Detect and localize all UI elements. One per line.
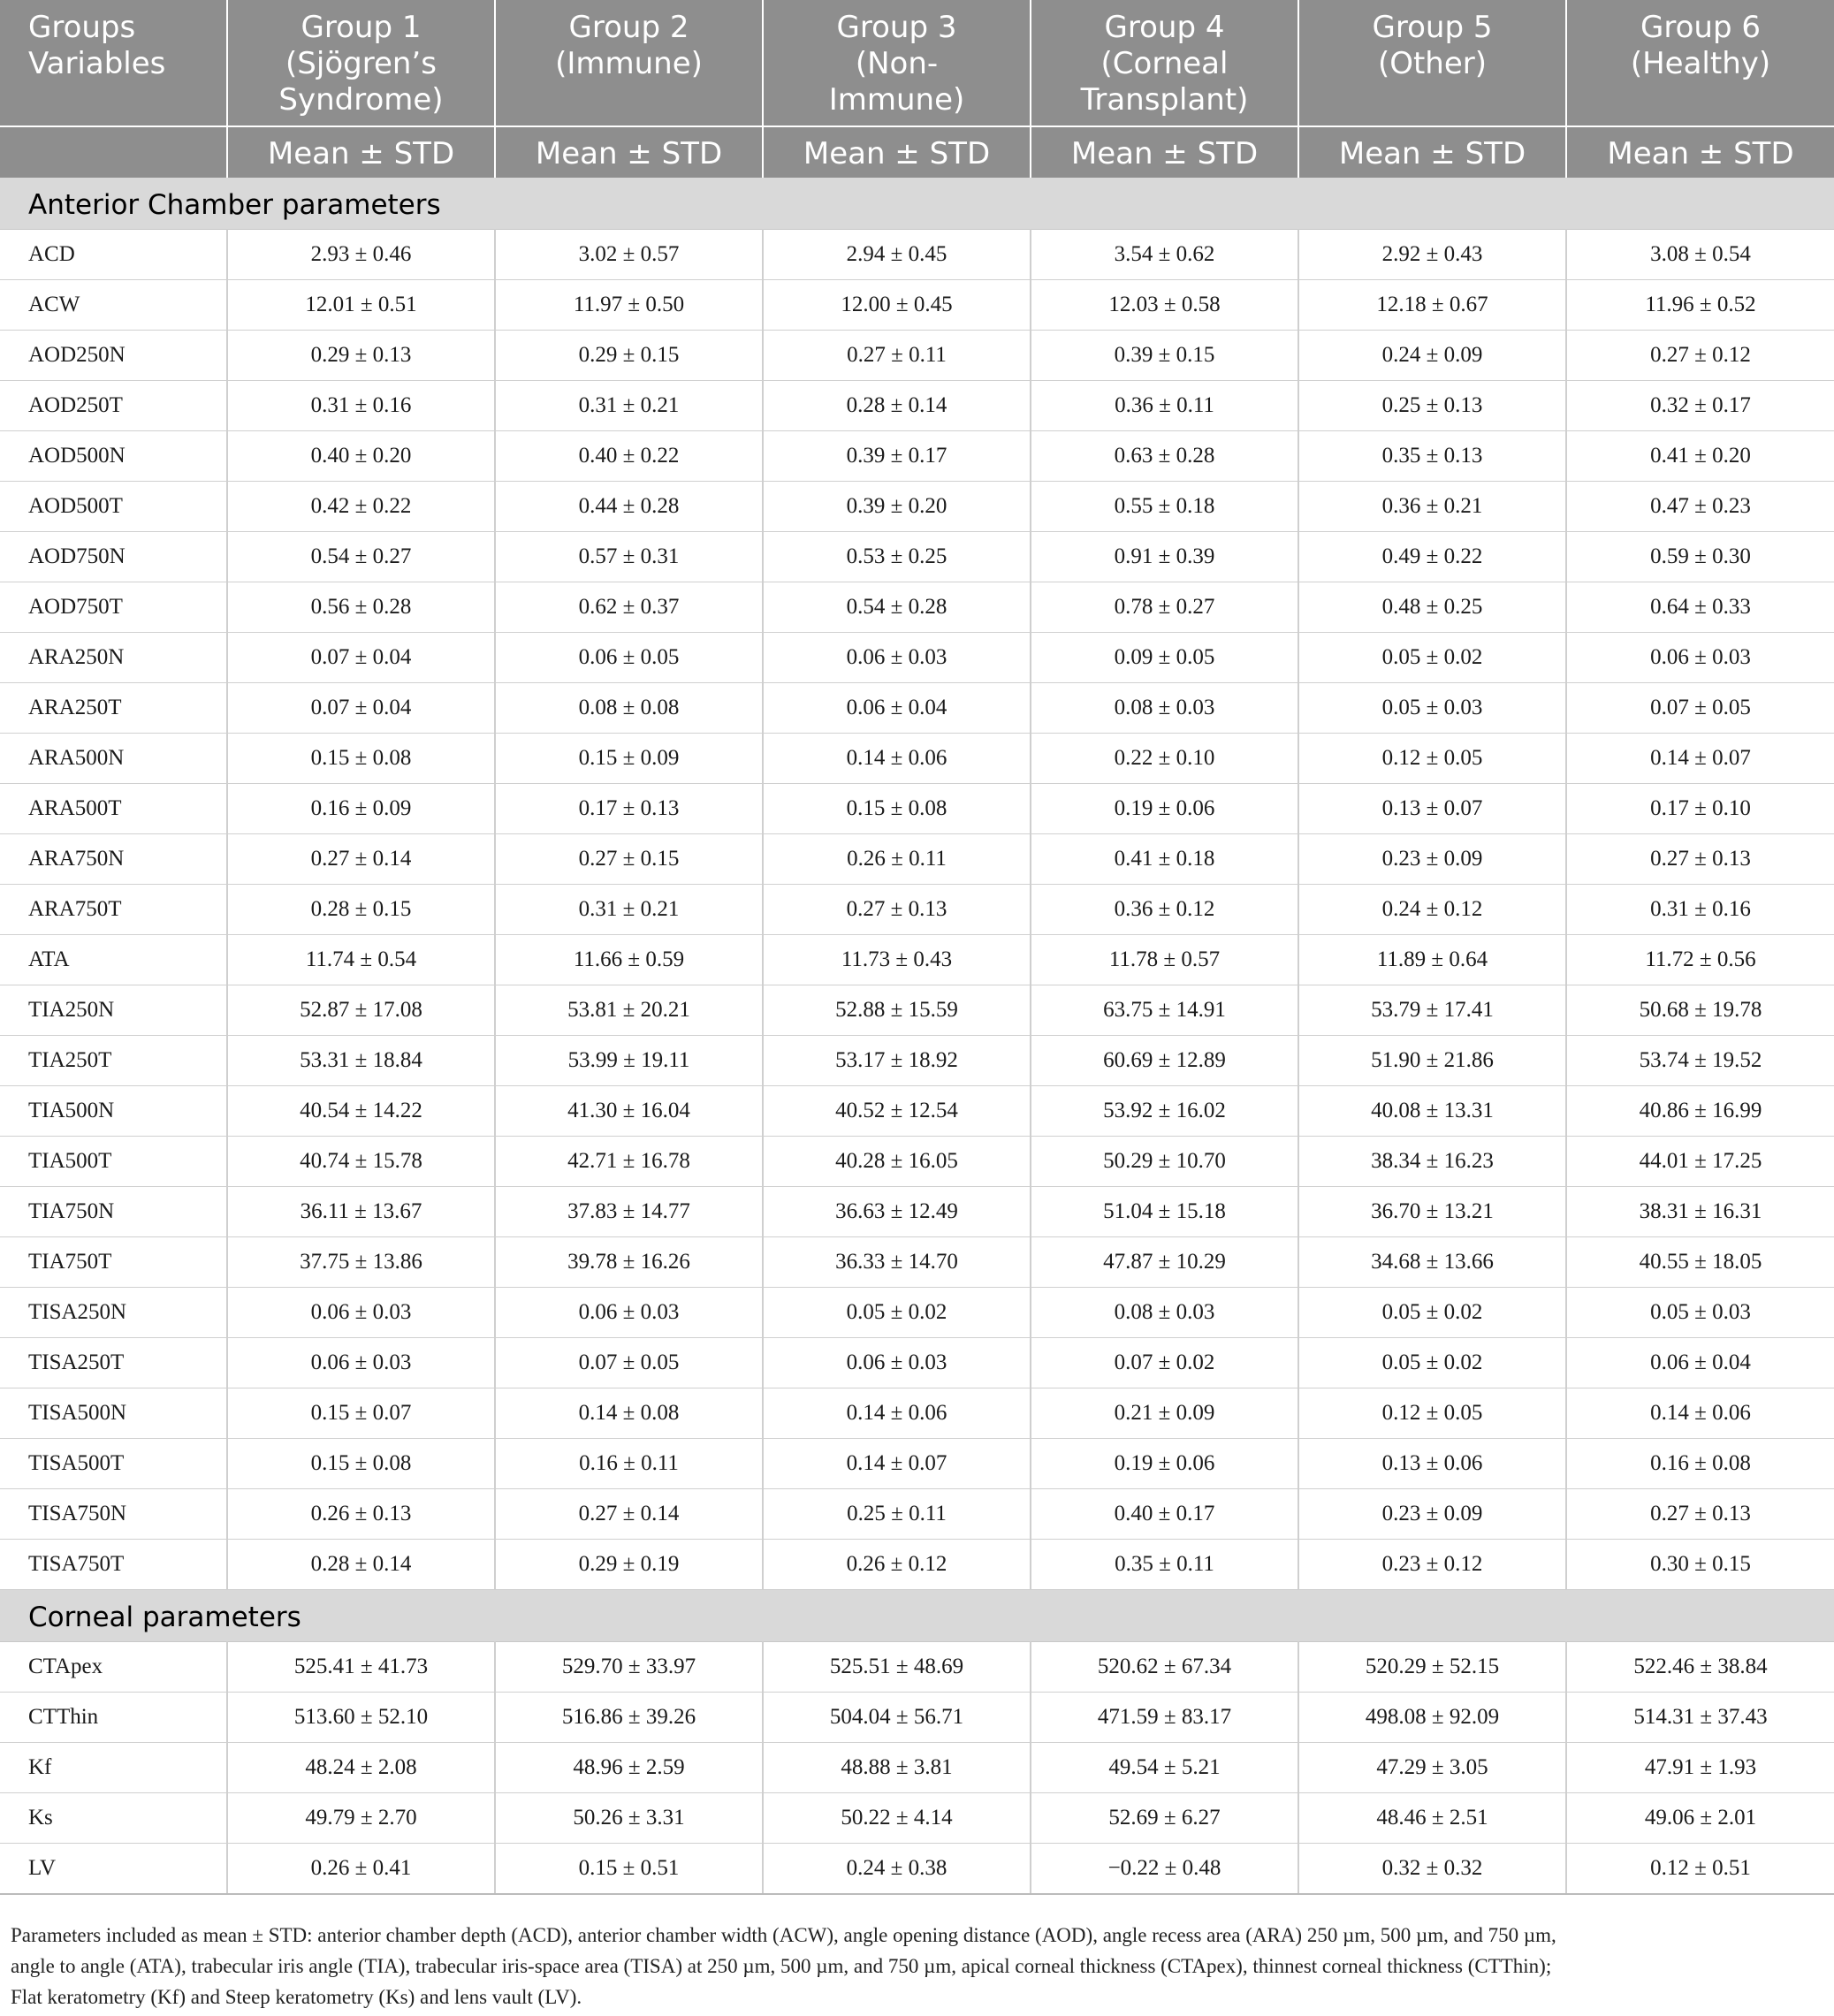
table-row: [0, 1388, 1834, 1439]
value-cell: 47.29 ± 3.05: [1298, 1743, 1566, 1793]
value-cell: 0.23 ± 0.09: [1298, 834, 1566, 885]
value-cell: 40.74 ± 15.78: [227, 1137, 495, 1187]
value-cell: 529.70 ± 33.97: [495, 1642, 763, 1693]
value-cell: 0.40 ± 0.17: [1031, 1489, 1298, 1540]
table-row: [0, 683, 1834, 734]
value-cell: 0.32 ± 0.32: [1298, 1844, 1566, 1895]
value-cell: 53.17 ± 18.92: [763, 1036, 1031, 1086]
value-cell: 0.23 ± 0.12: [1298, 1540, 1566, 1590]
table-row: [0, 1642, 1834, 1693]
value-cell: 0.06 ± 0.04: [763, 683, 1031, 734]
value-cell: 0.14 ± 0.08: [495, 1388, 763, 1439]
variable-name: ACD: [0, 230, 227, 280]
variable-name: AOD750T: [0, 582, 227, 633]
value-cell: 0.36 ± 0.11: [1031, 381, 1298, 431]
variable-name: ACW: [0, 280, 227, 331]
value-cell: 0.32 ± 0.17: [1566, 381, 1834, 431]
value-cell: 0.07 ± 0.05: [1566, 683, 1834, 734]
value-cell: 0.14 ± 0.07: [763, 1439, 1031, 1489]
value-cell: 3.08 ± 0.54: [1566, 230, 1834, 280]
table-row: [0, 582, 1834, 633]
value-cell: 0.40 ± 0.22: [495, 431, 763, 482]
value-cell: 0.12 ± 0.51: [1566, 1844, 1834, 1895]
value-cell: 11.89 ± 0.64: [1298, 935, 1566, 985]
table-row: [0, 885, 1834, 935]
value-cell: 471.59 ± 83.17: [1031, 1693, 1298, 1743]
value-cell: 53.79 ± 17.41: [1298, 985, 1566, 1036]
stat-label: Mean ± STD: [495, 126, 763, 178]
value-cell: 52.69 ± 6.27: [1031, 1793, 1298, 1844]
variable-name: TIA500N: [0, 1086, 227, 1137]
table-row: [0, 230, 1834, 280]
value-cell: 0.22 ± 0.10: [1031, 734, 1298, 784]
value-cell: 0.35 ± 0.13: [1298, 431, 1566, 482]
variable-name: Ks: [0, 1793, 227, 1844]
value-cell: 0.14 ± 0.06: [1566, 1388, 1834, 1439]
value-cell: 0.27 ± 0.13: [1566, 1489, 1834, 1540]
value-cell: 513.60 ± 52.10: [227, 1693, 495, 1743]
value-cell: 0.59 ± 0.30: [1566, 532, 1834, 582]
value-cell: 0.09 ± 0.05: [1031, 633, 1298, 683]
value-cell: 40.08 ± 13.31: [1298, 1086, 1566, 1137]
value-cell: 0.27 ± 0.11: [763, 331, 1031, 381]
value-cell: 0.55 ± 0.18: [1031, 482, 1298, 532]
value-cell: 0.27 ± 0.14: [227, 834, 495, 885]
group-header-3: Group 3 (Non- Immune): [763, 0, 1031, 126]
value-cell: 0.19 ± 0.06: [1031, 1439, 1298, 1489]
value-cell: 0.64 ± 0.33: [1566, 582, 1834, 633]
table-row: [0, 1086, 1834, 1137]
value-cell: 2.93 ± 0.46: [227, 230, 495, 280]
value-cell: 11.74 ± 0.54: [227, 935, 495, 985]
value-cell: 11.73 ± 0.43: [763, 935, 1031, 985]
value-cell: 520.29 ± 52.15: [1298, 1642, 1566, 1693]
variable-name: ARA500T: [0, 784, 227, 834]
variable-name: AOD250T: [0, 381, 227, 431]
value-cell: 0.14 ± 0.06: [763, 734, 1031, 784]
value-cell: 39.78 ± 16.26: [495, 1237, 763, 1288]
stat-label: Mean ± STD: [763, 126, 1031, 178]
value-cell: 0.41 ± 0.20: [1566, 431, 1834, 482]
value-cell: 11.72 ± 0.56: [1566, 935, 1834, 985]
value-cell: 40.86 ± 16.99: [1566, 1086, 1834, 1137]
value-cell: 3.54 ± 0.62: [1031, 230, 1298, 280]
table-row: [0, 1540, 1834, 1590]
value-cell: 49.06 ± 2.01: [1566, 1793, 1834, 1844]
stat-corner: [0, 126, 227, 178]
value-cell: 37.83 ± 14.77: [495, 1187, 763, 1237]
variable-name: TISA500N: [0, 1388, 227, 1439]
value-cell: 0.24 ± 0.12: [1298, 885, 1566, 935]
variable-name: TISA250N: [0, 1288, 227, 1338]
value-cell: 0.48 ± 0.25: [1298, 582, 1566, 633]
value-cell: 0.40 ± 0.20: [227, 431, 495, 482]
value-cell: 0.06 ± 0.04: [1566, 1338, 1834, 1388]
value-cell: 0.29 ± 0.15: [495, 331, 763, 381]
value-cell: 11.78 ± 0.57: [1031, 935, 1298, 985]
value-cell: −0.22 ± 0.48: [1031, 1844, 1298, 1895]
value-cell: 52.88 ± 15.59: [763, 985, 1031, 1036]
table-row: [0, 1793, 1834, 1844]
table-row: [0, 280, 1834, 331]
value-cell: 504.04 ± 56.71: [763, 1693, 1031, 1743]
table-row: [0, 1237, 1834, 1288]
value-cell: 48.46 ± 2.51: [1298, 1793, 1566, 1844]
value-cell: 41.30 ± 16.04: [495, 1086, 763, 1137]
value-cell: 11.66 ± 0.59: [495, 935, 763, 985]
value-cell: 50.22 ± 4.14: [763, 1793, 1031, 1844]
variable-name: TIA500T: [0, 1137, 227, 1187]
value-cell: 0.78 ± 0.27: [1031, 582, 1298, 633]
variable-name: AOD500T: [0, 482, 227, 532]
stat-label: Mean ± STD: [1566, 126, 1834, 178]
value-cell: 40.52 ± 12.54: [763, 1086, 1031, 1137]
value-cell: 49.79 ± 2.70: [227, 1793, 495, 1844]
header-row-groups: [0, 0, 1834, 126]
value-cell: 50.29 ± 10.70: [1031, 1137, 1298, 1187]
variable-name: ARA750T: [0, 885, 227, 935]
value-cell: 0.91 ± 0.39: [1031, 532, 1298, 582]
value-cell: 49.54 ± 5.21: [1031, 1743, 1298, 1793]
value-cell: 0.07 ± 0.05: [495, 1338, 763, 1388]
variable-name: TISA750N: [0, 1489, 227, 1540]
table-row: [0, 381, 1834, 431]
table-row: [0, 431, 1834, 482]
value-cell: 12.01 ± 0.51: [227, 280, 495, 331]
value-cell: 0.27 ± 0.15: [495, 834, 763, 885]
value-cell: 0.54 ± 0.27: [227, 532, 495, 582]
value-cell: 48.24 ± 2.08: [227, 1743, 495, 1793]
value-cell: 48.96 ± 2.59: [495, 1743, 763, 1793]
value-cell: 0.06 ± 0.05: [495, 633, 763, 683]
value-cell: 0.15 ± 0.51: [495, 1844, 763, 1895]
value-cell: 0.06 ± 0.03: [1566, 633, 1834, 683]
value-cell: 0.26 ± 0.41: [227, 1844, 495, 1895]
value-cell: 0.15 ± 0.08: [227, 1439, 495, 1489]
value-cell: 498.08 ± 92.09: [1298, 1693, 1566, 1743]
value-cell: 0.06 ± 0.03: [763, 1338, 1031, 1388]
value-cell: 12.18 ± 0.67: [1298, 280, 1566, 331]
table-row: [0, 1288, 1834, 1338]
value-cell: 36.70 ± 13.21: [1298, 1187, 1566, 1237]
value-cell: 47.91 ± 1.93: [1566, 1743, 1834, 1793]
value-cell: 514.31 ± 37.43: [1566, 1693, 1834, 1743]
value-cell: 0.06 ± 0.03: [227, 1338, 495, 1388]
section-title: Anterior Chamber parameters: [0, 178, 1834, 230]
value-cell: 0.21 ± 0.09: [1031, 1388, 1298, 1439]
value-cell: 48.88 ± 3.81: [763, 1743, 1031, 1793]
group-header-4: Group 4 (Corneal Transplant): [1031, 0, 1298, 126]
value-cell: 0.13 ± 0.07: [1298, 784, 1566, 834]
value-cell: 0.16 ± 0.11: [495, 1439, 763, 1489]
corner-label-variables: Variables: [28, 46, 166, 81]
value-cell: 0.26 ± 0.13: [227, 1489, 495, 1540]
variable-name: Kf: [0, 1743, 227, 1793]
table-row: [0, 331, 1834, 381]
value-cell: 0.13 ± 0.06: [1298, 1439, 1566, 1489]
value-cell: 0.62 ± 0.37: [495, 582, 763, 633]
value-cell: 0.08 ± 0.03: [1031, 683, 1298, 734]
value-cell: 50.26 ± 3.31: [495, 1793, 763, 1844]
value-cell: 0.41 ± 0.18: [1031, 834, 1298, 885]
value-cell: 0.06 ± 0.03: [495, 1288, 763, 1338]
value-cell: 3.02 ± 0.57: [495, 230, 763, 280]
value-cell: 0.63 ± 0.28: [1031, 431, 1298, 482]
value-cell: 36.63 ± 12.49: [763, 1187, 1031, 1237]
variable-name: TIA250T: [0, 1036, 227, 1086]
section-title: Corneal parameters: [0, 1590, 1834, 1642]
value-cell: 0.31 ± 0.21: [495, 885, 763, 935]
value-cell: 0.07 ± 0.04: [227, 633, 495, 683]
footnote-line: angle to angle (ATA), trabecular iris angle (TIA), trabecular iris-space area (TISA) at 250 µm, 500 µm, and 750 µm, apical corneal thickness (CTApex), thinnest corneal thickness (CTThin);: [11, 1955, 1552, 1977]
value-cell: 0.19 ± 0.06: [1031, 784, 1298, 834]
value-cell: 12.03 ± 0.58: [1031, 280, 1298, 331]
value-cell: 40.55 ± 18.05: [1566, 1237, 1834, 1288]
value-cell: 0.05 ± 0.02: [1298, 1338, 1566, 1388]
value-cell: 0.39 ± 0.17: [763, 431, 1031, 482]
variable-name: TISA500T: [0, 1439, 227, 1489]
value-cell: 0.26 ± 0.12: [763, 1540, 1031, 1590]
table-row: [0, 1743, 1834, 1793]
value-cell: 53.81 ± 20.21: [495, 985, 763, 1036]
value-cell: 0.05 ± 0.02: [1298, 1288, 1566, 1338]
value-cell: 0.08 ± 0.03: [1031, 1288, 1298, 1338]
variable-name: TISA750T: [0, 1540, 227, 1590]
value-cell: 0.30 ± 0.15: [1566, 1540, 1834, 1590]
value-cell: 0.29 ± 0.19: [495, 1540, 763, 1590]
value-cell: 2.94 ± 0.45: [763, 230, 1031, 280]
table-row: [0, 1338, 1834, 1388]
value-cell: 0.06 ± 0.03: [227, 1288, 495, 1338]
value-cell: 0.35 ± 0.11: [1031, 1540, 1298, 1590]
value-cell: 51.90 ± 21.86: [1298, 1036, 1566, 1086]
value-cell: 0.25 ± 0.11: [763, 1489, 1031, 1540]
value-cell: 0.05 ± 0.02: [1298, 633, 1566, 683]
value-cell: 0.53 ± 0.25: [763, 532, 1031, 582]
value-cell: 0.29 ± 0.13: [227, 331, 495, 381]
value-cell: 0.12 ± 0.05: [1298, 1388, 1566, 1439]
value-cell: 11.97 ± 0.50: [495, 280, 763, 331]
value-cell: 520.62 ± 67.34: [1031, 1642, 1298, 1693]
value-cell: 0.14 ± 0.07: [1566, 734, 1834, 784]
group-header-5: Group 5 (Other): [1298, 0, 1566, 126]
value-cell: 50.68 ± 19.78: [1566, 985, 1834, 1036]
value-cell: 0.54 ± 0.28: [763, 582, 1031, 633]
corner-header: [0, 0, 227, 126]
value-cell: 53.92 ± 16.02: [1031, 1086, 1298, 1137]
table-row: [0, 985, 1834, 1036]
value-cell: 0.39 ± 0.15: [1031, 331, 1298, 381]
value-cell: 37.75 ± 13.86: [227, 1237, 495, 1288]
value-cell: 522.46 ± 38.84: [1566, 1642, 1834, 1693]
value-cell: 42.71 ± 16.78: [495, 1137, 763, 1187]
stat-label: Mean ± STD: [227, 126, 495, 178]
value-cell: 2.92 ± 0.43: [1298, 230, 1566, 280]
variable-name: ARA250T: [0, 683, 227, 734]
value-cell: 0.15 ± 0.08: [763, 784, 1031, 834]
footnote-line: Parameters included as mean ± STD: anterior chamber depth (ACD), anterior chamber width (ACW), angle opening distance (AOD), angle recess area (ARA) 250 µm, 500 µm, and 750 µm,: [11, 1924, 1556, 1946]
value-cell: 0.15 ± 0.07: [227, 1388, 495, 1439]
value-cell: 0.39 ± 0.20: [763, 482, 1031, 532]
value-cell: 0.36 ± 0.12: [1031, 885, 1298, 935]
value-cell: 0.31 ± 0.16: [1566, 885, 1834, 935]
group-header-2: Group 2 (Immune): [495, 0, 763, 126]
value-cell: 0.31 ± 0.21: [495, 381, 763, 431]
value-cell: 0.05 ± 0.03: [1298, 683, 1566, 734]
value-cell: 0.07 ± 0.04: [227, 683, 495, 734]
value-cell: 0.15 ± 0.08: [227, 734, 495, 784]
value-cell: 0.27 ± 0.13: [1566, 834, 1834, 885]
table-row: [0, 1137, 1834, 1187]
value-cell: 12.00 ± 0.45: [763, 280, 1031, 331]
section-row: [0, 1590, 1834, 1642]
value-cell: 38.34 ± 16.23: [1298, 1137, 1566, 1187]
value-cell: 53.99 ± 19.11: [495, 1036, 763, 1086]
value-cell: 516.86 ± 39.26: [495, 1693, 763, 1743]
value-cell: 0.24 ± 0.09: [1298, 331, 1566, 381]
table-row: [0, 1693, 1834, 1743]
group-header-6: Group 6 (Healthy): [1566, 0, 1834, 126]
value-cell: 52.87 ± 17.08: [227, 985, 495, 1036]
value-cell: 0.57 ± 0.31: [495, 532, 763, 582]
value-cell: 63.75 ± 14.91: [1031, 985, 1298, 1036]
variable-name: CTApex: [0, 1642, 227, 1693]
stat-label: Mean ± STD: [1031, 126, 1298, 178]
table-row: [0, 633, 1834, 683]
table-row: [0, 482, 1834, 532]
value-cell: 0.27 ± 0.14: [495, 1489, 763, 1540]
section-row: [0, 178, 1834, 230]
value-cell: 0.12 ± 0.05: [1298, 734, 1566, 784]
value-cell: 0.05 ± 0.03: [1566, 1288, 1834, 1338]
value-cell: 0.42 ± 0.22: [227, 482, 495, 532]
value-cell: 0.28 ± 0.14: [763, 381, 1031, 431]
value-cell: 38.31 ± 16.31: [1566, 1187, 1834, 1237]
value-cell: 47.87 ± 10.29: [1031, 1237, 1298, 1288]
table-row: [0, 1489, 1834, 1540]
value-cell: 51.04 ± 15.18: [1031, 1187, 1298, 1237]
table-row: [0, 1439, 1834, 1489]
value-cell: 34.68 ± 13.66: [1298, 1237, 1566, 1288]
value-cell: 11.96 ± 0.52: [1566, 280, 1834, 331]
value-cell: 0.17 ± 0.10: [1566, 784, 1834, 834]
value-cell: 0.25 ± 0.13: [1298, 381, 1566, 431]
header-row-stat: [0, 126, 1834, 178]
value-cell: 0.24 ± 0.38: [763, 1844, 1031, 1895]
table-row: [0, 1844, 1834, 1895]
corner-label-groups: Groups: [28, 10, 136, 45]
value-cell: 0.26 ± 0.11: [763, 834, 1031, 885]
variable-name: TIA750T: [0, 1237, 227, 1288]
value-cell: 0.56 ± 0.28: [227, 582, 495, 633]
variable-name: ARA750N: [0, 834, 227, 885]
group-header-1: Group 1 (Sjögren’s Syndrome): [227, 0, 495, 126]
table-footnote: [11, 1920, 1827, 2012]
value-cell: 0.44 ± 0.28: [495, 482, 763, 532]
value-cell: 44.01 ± 17.25: [1566, 1137, 1834, 1187]
value-cell: 0.07 ± 0.02: [1031, 1338, 1298, 1388]
value-cell: 36.33 ± 14.70: [763, 1237, 1031, 1288]
value-cell: 0.27 ± 0.13: [763, 885, 1031, 935]
table-row: [0, 1036, 1834, 1086]
value-cell: 0.15 ± 0.09: [495, 734, 763, 784]
value-cell: 40.54 ± 14.22: [227, 1086, 495, 1137]
value-cell: 0.49 ± 0.22: [1298, 532, 1566, 582]
variable-name: TIA750N: [0, 1187, 227, 1237]
variable-name: AOD750N: [0, 532, 227, 582]
table-row: [0, 784, 1834, 834]
variable-name: CTThin: [0, 1693, 227, 1743]
value-cell: 0.28 ± 0.14: [227, 1540, 495, 1590]
value-cell: 525.41 ± 41.73: [227, 1642, 495, 1693]
value-cell: 525.51 ± 48.69: [763, 1642, 1031, 1693]
variable-name: TIA250N: [0, 985, 227, 1036]
value-cell: 53.74 ± 19.52: [1566, 1036, 1834, 1086]
variable-name: ARA250N: [0, 633, 227, 683]
value-cell: 0.16 ± 0.08: [1566, 1439, 1834, 1489]
value-cell: 0.06 ± 0.03: [763, 633, 1031, 683]
value-cell: 53.31 ± 18.84: [227, 1036, 495, 1086]
value-cell: 0.27 ± 0.12: [1566, 331, 1834, 381]
value-cell: 0.47 ± 0.23: [1566, 482, 1834, 532]
value-cell: 0.08 ± 0.08: [495, 683, 763, 734]
table-row: [0, 1187, 1834, 1237]
value-cell: 0.23 ± 0.09: [1298, 1489, 1566, 1540]
value-cell: 36.11 ± 13.67: [227, 1187, 495, 1237]
stat-label: Mean ± STD: [1298, 126, 1566, 178]
variable-name: TISA250T: [0, 1338, 227, 1388]
variable-name: AOD250N: [0, 331, 227, 381]
value-cell: 0.17 ± 0.13: [495, 784, 763, 834]
value-cell: 0.16 ± 0.09: [227, 784, 495, 834]
value-cell: 0.05 ± 0.02: [763, 1288, 1031, 1338]
table-row: [0, 532, 1834, 582]
table-row: [0, 734, 1834, 784]
value-cell: 0.14 ± 0.06: [763, 1388, 1031, 1439]
variable-name: LV: [0, 1844, 227, 1895]
footnote-line: Flat keratometry (Kf) and Steep keratometry (Ks) and lens vault (LV).: [11, 1986, 582, 2008]
variable-name: ARA500N: [0, 734, 227, 784]
table-body: [0, 178, 1834, 1894]
value-cell: 60.69 ± 12.89: [1031, 1036, 1298, 1086]
value-cell: 0.36 ± 0.21: [1298, 482, 1566, 532]
variable-name: AOD500N: [0, 431, 227, 482]
value-cell: 0.31 ± 0.16: [227, 381, 495, 431]
variable-name: ATA: [0, 935, 227, 985]
value-cell: 0.28 ± 0.15: [227, 885, 495, 935]
value-cell: 40.28 ± 16.05: [763, 1137, 1031, 1187]
table-row: [0, 834, 1834, 885]
table-row: [0, 935, 1834, 985]
